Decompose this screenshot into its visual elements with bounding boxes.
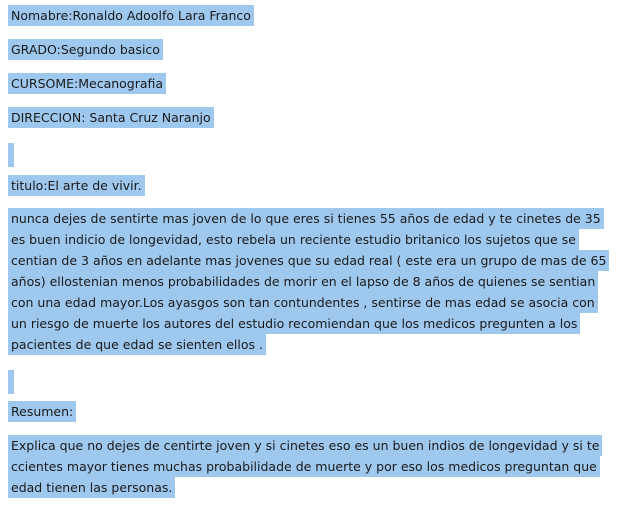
summary-line	[8, 477, 175, 498]
summary-line	[8, 456, 600, 477]
student-name-line	[8, 5, 254, 26]
course[interactable]: CURSOME:Mecanografia	[8, 73, 166, 94]
article-title-line	[8, 175, 145, 196]
summary-line	[8, 435, 602, 456]
summary-text[interactable]: edad tienen las personas.	[8, 477, 175, 498]
address-line	[8, 107, 214, 128]
summary-text[interactable]: Explica que no dejes de centirte joven y si cinetes eso es un buen indios de longevidad y si te	[8, 435, 602, 456]
student-name[interactable]: Nomabre:Ronaldo Adoolfo Lara Franco	[8, 5, 254, 26]
course-line	[8, 73, 166, 94]
empty-paragraph-selection	[8, 370, 14, 394]
summary-text[interactable]: ccientes mayor tienes muchas probabilidade de muerte y por eso los medicos preguntan que	[8, 456, 600, 477]
summary-heading[interactable]: Resumen:	[8, 401, 76, 422]
article-text[interactable]: es buen indicio de longevidad, esto rebela un reciente estudio britanico los sujetos que se	[8, 229, 579, 250]
article-text[interactable]: un riesgo de muerte los autores del estudio recomiendan que los medicos pregunten a los	[8, 313, 580, 334]
article-text[interactable]: años) ellostenian menos probabilidades de morir en el lapso de 8 años de quienes se sentian	[8, 271, 598, 292]
article-line	[8, 313, 580, 334]
article-line	[8, 334, 266, 355]
article-text[interactable]: nunca dejes de sentirte mas joven de lo que eres si tienes 55 años de edad y te cinetes de 35	[8, 208, 604, 229]
article-line	[8, 208, 604, 229]
article-text[interactable]: con una edad mayor.Los ayasgos son tan contundentes , sentirse de mas edad se asocia con	[8, 292, 598, 313]
grade[interactable]: GRADO:Segundo basico	[8, 39, 163, 60]
article-line	[8, 292, 598, 313]
article-text[interactable]: pacientes de que edad se sienten ellos .	[8, 334, 266, 355]
grade-line	[8, 39, 163, 60]
article-line	[8, 250, 609, 271]
summary-heading-line	[8, 401, 76, 422]
address[interactable]: DIRECCION: Santa Cruz Naranjo	[8, 107, 214, 128]
article-text[interactable]: centian de 3 años en adelante mas jovenes que su edad real ( este era un grupo de mas de 65	[8, 250, 609, 271]
empty-paragraph-selection	[8, 143, 14, 167]
article-line	[8, 229, 579, 250]
article-title[interactable]: titulo:El arte de vivir.	[8, 175, 145, 196]
article-line	[8, 271, 598, 292]
